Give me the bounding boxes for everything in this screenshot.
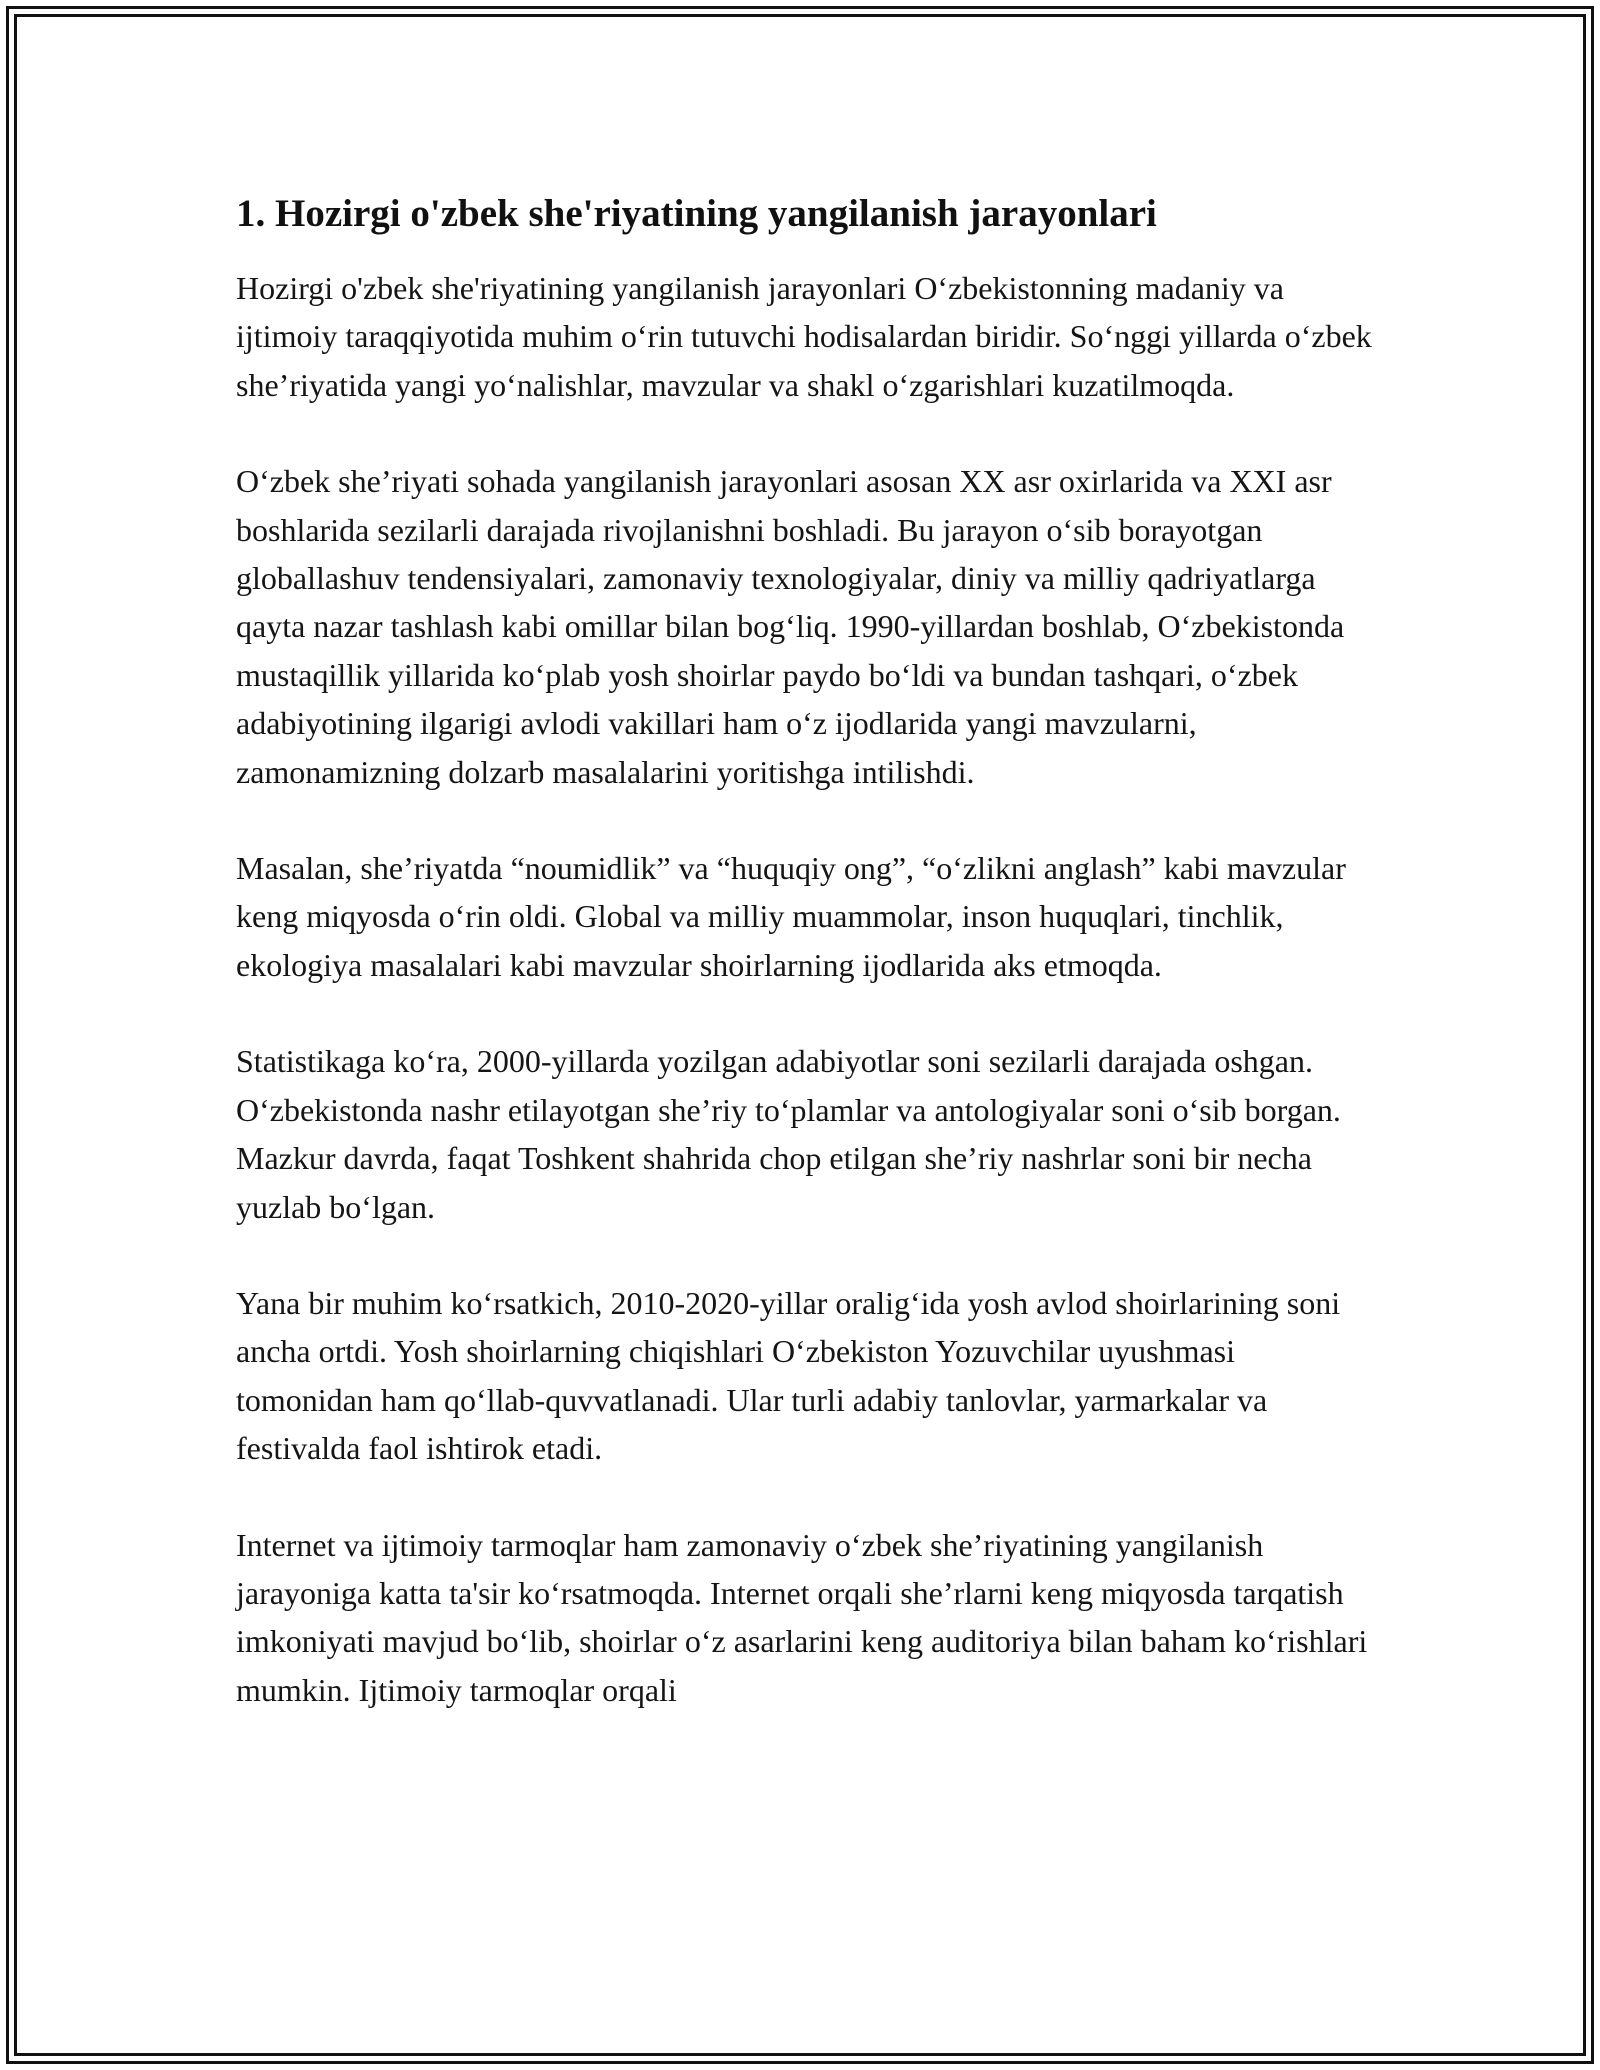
paragraph-internet: Internet va ijtimoiy tarmoqlar ham zamonaviy o‘zbek she’riyatining yangilanish jarayoniga katta ta'sir ko‘rsatmoqda. Internet orqali she’rlarni keng miqyosda tarqatish imkoniyati mavjud bo‘lib, shoirlar o‘z asarlarini keng auditoriya bilan baham ko‘rishlari mumkin. Ijtimoiy tarmoqlar orqali <box>236 1526 1368 1708</box>
document-body <box>236 186 1376 1714</box>
paragraph-young-poets: Yana bir muhim ko‘rsatkich, 2010-2020-yillar oralig‘ida yosh avlod shoirlarining soni ancha ortdi. Yosh shoirlarning chiqishlari O‘zbekiston Yozuvchilar uyushmasi tomonidan ham qo‘llab-quvvatlanadi. Ular turli adabiy tanlovlar, yarmarkalar va festivalda faol ishtirok etadi. <box>236 1284 1341 1467</box>
paragraph-intro: Hozirgi o'zbek she'riyatining yangilanish jarayonlari O‘zbekistonning madaniy va ijtimoiy taraqqiyotida muhim o‘rin tutuvchi hodisalardan biridir. So‘nggi yillarda o‘zbek she’riyatida yangi yo‘nalishlar, mavzular va shakl o‘zgarishlari kuzatilmoqda. <box>236 270 1372 403</box>
section-title: 1. Hozirgi o'zbek she'riyatining yangilanish jarayonlari <box>236 192 1157 235</box>
paragraph-statistics: Statistikaga ko‘ra, 2000-yillarda yozilgan adabiyotlar soni sezilarli darajada oshgan. O‘zbekistonda nashr etilayotgan she’riy to‘plamlar va antologiyalar soni o‘sib borgan. Mazkur davrda, faqat Toshkent shahrida chop etilgan she’riy nashrlar soni bir necha yuzlab bo‘lgan. <box>236 1043 1341 1225</box>
paragraph-themes: Masalan, she’riyatda “noumidlik” va “huquqiy ong”, “o‘zlikni anglash” kabi mavzular keng miqyosda o‘rin oldi. Global va milliy muammolar, inson huquqlari, tinchlik, ekologiya masalalari kabi mavzular shoirlarning ijodlarida aks etmoqda. <box>236 850 1346 983</box>
paragraph-history: O‘zbek she’riyati sohada yangilanish jarayonlari asosan XX asr oxirlarida va XXI asr boshlarida sezilarli darajada rivojlanishni boshladi. Bu jarayon o‘sib borayotgan globallashuv tendensiyalari, zamonaviy texnologiyalar, diniy va milliy qadriyatlarga qayta nazar tashlash kabi omillar bilan bog‘liq. 1990-yillardan boshlab, O‘zbekistonda mustaqillik yillarida ko‘plab yosh shoirlar paydo bo‘ldi va bundan tashqari, o‘zbek adabiyotining ilgarigi avlodi vakillari ham o‘z ijodlarida yangi mavzularni, zamonamizning dolzarb masalalarini yoritishga intilishdi. <box>236 463 1345 790</box>
